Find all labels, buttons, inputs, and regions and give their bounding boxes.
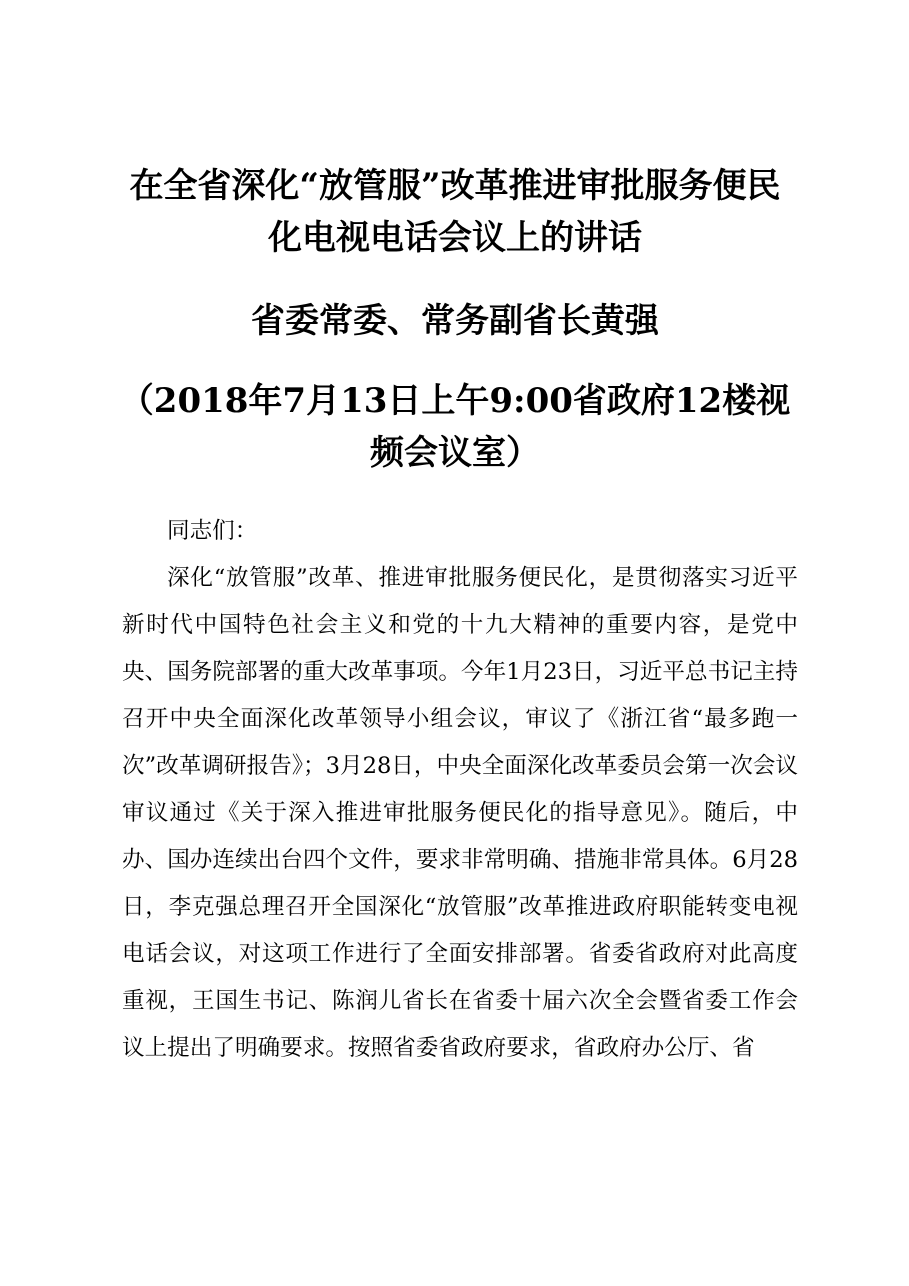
speech-title [110, 160, 800, 264]
speech-title-line-1: 在全省深化“放管服”改革推进审批服务便民 [129, 166, 781, 206]
speaker-line: 省委常委、常务副省长黄强 [251, 301, 659, 341]
meeting-info-line-2: 频会议室） [370, 433, 540, 473]
salutation: 同志们： [167, 518, 258, 544]
meeting-info-line-1: （2018年7月13日上午9:00省政府12楼视 [119, 381, 791, 421]
paragraph: 深化“放管服”改革、推进审批服务便民化，是贯彻落实习近平新时代中国特色社会主义和党的十九大精神的重要内容，是党中央、国务院部署的重大改革事项。今年1月23日，习近平总书记主持召开中央全面深化改革领导小组会议，审议了《浙江省“最多跑一次”改革调研报告》；3月28日，中央全面深化改革委员会第一次会议审议通过《关于深入推进审批服务便民化的指导意见》。随后，中办、国办连续出台四个文件，要求非常明确、措施非常具体。6月28日，李克强总理召开全国深化“放管服”改革推进政府职能转变电视电话会议，对这项工作进行了全面安排部署。省委省政府对此高度重视，王国生书记、陈润儿省长在省委十届六次全会暨省委工作会议上提出了明确要求。按照省委省政府要求，省政府办公厅、省 [122, 565, 798, 1061]
speech-body [122, 508, 798, 1072]
meeting-info [110, 375, 800, 479]
speech-title-line-2: 化电视电话会议上的讲话 [268, 218, 642, 258]
